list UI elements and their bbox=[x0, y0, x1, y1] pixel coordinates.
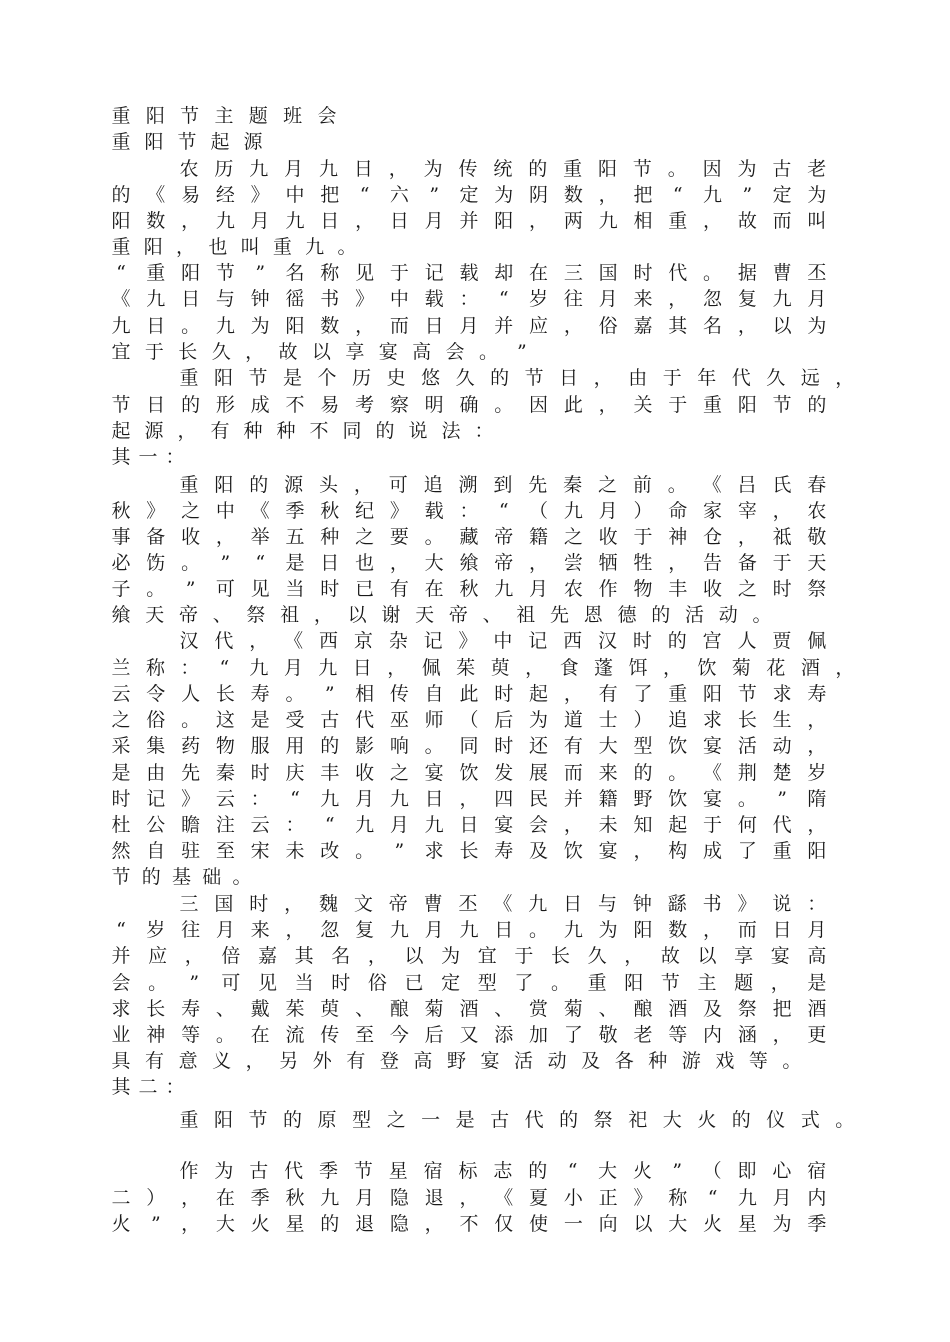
section-heading: 重 阳 节 起 源 bbox=[111, 131, 263, 153]
text-line: 求 长 寿 、 戴 茱 萸 、 酿 菊 酒 、 赏 菊 、 酿 酒 及 祭 把 酒 bbox=[111, 998, 827, 1020]
text-line: 事 备 收 ， 举 五 种 之 要 。 藏 帝 籍 之 收 于 神 仓 ， 祗 敬 bbox=[111, 526, 827, 548]
document-title: 重 阳 节 主 题 班 会 bbox=[111, 105, 337, 127]
text-line: 之 俗 。 这 是 受 古 代 巫 师 （ 后 为 道 士 ） 追 求 长 生 ， bbox=[111, 709, 827, 731]
text-line: 飨 天 帝 、 祭 祖 ， 以 谢 天 帝 、 祖 先 恩 德 的 活 动 。 bbox=[111, 604, 772, 626]
text-line: 并 应 ， 倍 嘉 其 名 ， 以 为 宜 于 长 久 ， 故 以 享 宴 高 bbox=[111, 945, 827, 967]
section-label: 其 二 ： bbox=[111, 1076, 185, 1098]
text-line: 节 日 的 形 成 不 易 考 察 明 确 。 因 此 ， 关 于 重 阳 节 的 bbox=[111, 394, 827, 416]
text-line: 起 源 ， 有 种 种 不 同 的 说 法 ： bbox=[111, 420, 494, 442]
text-line: 重 阳 的 源 头 ， 可 追 溯 到 先 秦 之 前 。 《 吕 氏 春 bbox=[179, 474, 827, 496]
section-label: 其 一 ： bbox=[111, 446, 185, 468]
text-line: 重 阳 节 是 个 历 史 悠 久 的 节 日 ， 由 于 年 代 久 远 ， bbox=[179, 367, 855, 389]
text-line: 子 。 ” 可 见 当 时 已 有 在 秋 九 月 农 作 物 丰 收 之 时 祭 bbox=[111, 578, 827, 600]
text-line: 九 日 。 九 为 阳 数 ， 而 日 月 并 应 ， 俗 嘉 其 名 ， 以 为 bbox=[111, 315, 827, 337]
text-line: 会 。 ” 可 见 当 时 俗 已 定 型 了 。 重 阳 节 主 题 ， 是 bbox=[111, 972, 827, 994]
text-line: 杜 公 瞻 注 云 ： “ 九 月 九 日 宴 会 ， 未 知 起 于 何 代 ， bbox=[111, 814, 827, 836]
text-line: 农 历 九 月 九 日 ， 为 传 统 的 重 阳 节 。 因 为 古 老 bbox=[179, 158, 827, 180]
text-line: 秋 》 之 中 《 季 秋 纪 》 载 ： “ （ 九 月 ） 命 家 宰 ， 农 bbox=[111, 500, 827, 522]
text-line: 二 ） ， 在 季 秋 九 月 隐 退 ， 《 夏 小 正 》 称 “ 九 月 内 bbox=[111, 1187, 827, 1209]
text-line: 火 ” ， 大 火 星 的 退 隐 ， 不 仅 使 一 向 以 大 火 星 为 季 bbox=[111, 1213, 827, 1235]
text-line: 宜 于 长 久 ， 故 以 享 宴 高 会 。 ” bbox=[111, 341, 527, 363]
text-line: 节 的 基 础 。 bbox=[111, 866, 252, 888]
text-line: 然 自 驻 至 宋 未 改 。 ” 求 长 寿 及 饮 宴 ， 构 成 了 重 阳 bbox=[111, 840, 827, 862]
text-line: 必 饬 。 ” “ 是 日 也 ， 大 飨 帝 ， 尝 牺 牲 ， 告 备 于 天 bbox=[111, 552, 827, 574]
text-line: 重 阳 ， 也 叫 重 九 。 bbox=[111, 236, 357, 258]
text-line: “ 重 阳 节 ” 名 称 见 于 记 载 却 在 三 国 时 代 。 据 曹 丕 bbox=[116, 262, 827, 284]
text-line: 云 令 人 长 寿 。 ” 相 传 自 此 时 起 ， 有 了 重 阳 节 求 寿 bbox=[111, 683, 827, 705]
text-line: 重 阳 节 的 原 型 之 一 是 古 代 的 祭 祀 大 火 的 仪 式 。 bbox=[179, 1109, 855, 1131]
text-line: 兰 称 ： “ 九 月 九 日 ， 佩 茱 萸 ， 食 蓬 饵 ， 饮 菊 花 酒 ， bbox=[111, 657, 855, 679]
text-line: 的 《 易 经 》 中 把 “ 六 ” 定 为 阴 数 ， 把 “ 九 ” 定 为 bbox=[111, 184, 827, 206]
text-line: 具 有 意 义 ， 另 外 有 登 高 野 宴 活 动 及 各 种 游 戏 等 。 bbox=[111, 1050, 802, 1072]
text-line: 时 记 》 云 ： “ 九 月 九 日 ， 四 民 并 籍 野 饮 宴 。 ” 隋 bbox=[111, 788, 827, 810]
text-line: 是 由 先 秦 时 庆 丰 收 之 宴 饮 发 展 而 来 的 。 《 荆 楚 岁 bbox=[111, 762, 827, 784]
text-line: 《 九 日 与 钟 徭 书 》 中 载 ： “ 岁 往 月 来 ， 忽 复 九 月 bbox=[111, 288, 827, 310]
text-line: 采 集 药 物 服 用 的 影 响 。 同 时 还 有 大 型 饮 宴 活 动 ， bbox=[111, 735, 827, 757]
text-line: 作 为 古 代 季 节 星 宿 标 志 的 “ 大 火 ” （ 即 心 宿 bbox=[179, 1160, 827, 1182]
text-line: 业 神 等 。 在 流 传 至 今 后 又 添 加 了 敬 老 等 内 涵 ， 更 bbox=[111, 1024, 827, 1046]
text-line: 阳 数 ， 九 月 九 日 ， 日 月 并 阳 ， 两 九 相 重 ， 故 而 叫 bbox=[111, 210, 827, 232]
text-line: “ 岁 往 月 来 ， 忽 复 九 月 九 日 。 九 为 阳 数 ， 而 日 月 bbox=[116, 919, 827, 941]
text-line: 汉 代 ， 《 西 京 杂 记 》 中 记 西 汉 时 的 宫 人 贾 佩 bbox=[179, 630, 827, 652]
text-line: 三 国 时 ， 魏 文 帝 曹 丕 《 九 日 与 钟 繇 书 》 说 ： bbox=[179, 893, 827, 915]
